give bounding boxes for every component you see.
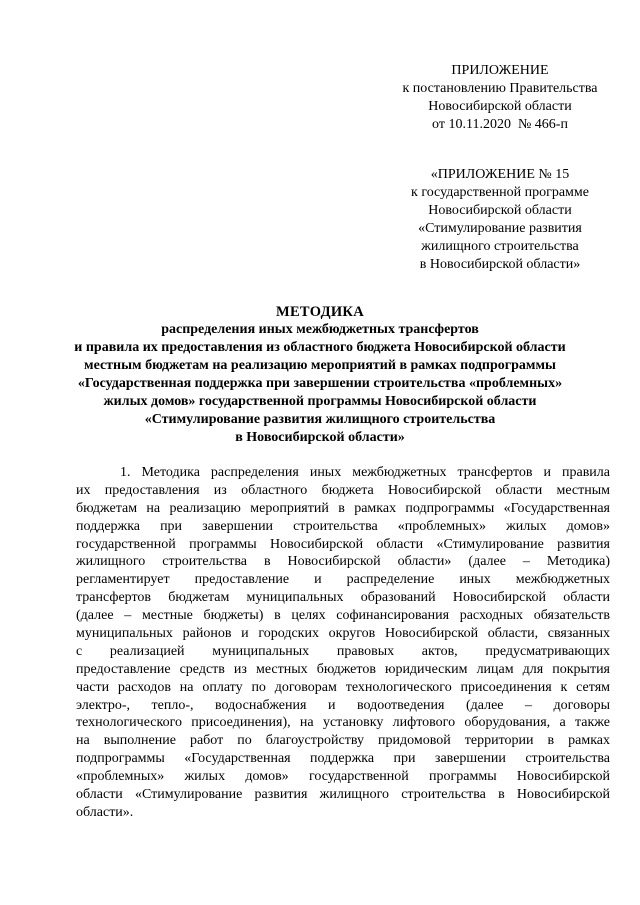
stamp-line: «ПРИЛОЖЕНИЕ № 15 — [430, 167, 570, 182]
title-line: и правила их предоставления из областного бюджета Новосибирской области — [74, 340, 566, 355]
stamp-line: Новосибирской области — [428, 99, 572, 114]
stamp-line: «Стимулирование развития — [418, 221, 582, 236]
paragraph-line: регламентирует предоставление и распределение иных межбюджетных — [76, 572, 610, 588]
title-line: «Стимулирование развития жилищного строительства — [144, 412, 496, 427]
paragraph-line: 1. Методика распределения иных межбюджетных трансфертов и правила — [120, 465, 610, 480]
paragraph-line: государственной программы Новосибирской области «Стимулирование развития — [76, 536, 610, 552]
stamp-line: от 10.11.2020 № 466-п — [432, 117, 568, 132]
paragraph-line: трансфертов бюджетам муниципальных образований Новосибирской области — [76, 590, 610, 606]
stamp-line: к постановлению Правительства — [402, 81, 598, 96]
paragraph-line: части расходов на оплату по договорам технологического присоединения к сетям — [76, 679, 610, 695]
paragraph-line: поддержка при завершении строительства «проблемных» жилых домов» — [76, 518, 610, 534]
paragraph-line: их предоставления из областного бюджета Новосибирской области местным — [76, 482, 610, 498]
paragraph-line: (далее – местные бюджеты) в целях софинансирования расходных обязательств — [76, 608, 610, 624]
stamp-line: в Новосибирской области» — [419, 257, 581, 272]
paragraph-line: «проблемных» жилых домов» государственной программы Новосибирской — [76, 769, 610, 785]
title-line: «Государственная поддержка при завершении строительства «проблемных» — [77, 376, 563, 391]
title-line: в Новосибирской области» — [235, 430, 405, 445]
title-line: распределения иных межбюджетных трансфертов — [161, 322, 479, 337]
paragraph-line: предоставление средств из местных бюджетов юридическим лицам для покрытия — [76, 661, 610, 677]
document-title — [60, 303, 580, 447]
paragraph-line: подпрограммы «Государственная поддержка при завершении строительства — [76, 751, 610, 767]
paragraph-line: на выполнение работ по благоустройству придомовой территории в рамках — [76, 733, 610, 749]
paragraph-line: муниципальных районов и городских округов Новосибирской области, связанных — [76, 626, 610, 642]
paragraph-line: жилищного строительства в Новосибирской области» (далее – Методика) — [76, 554, 610, 570]
paragraph-1 — [76, 464, 610, 822]
paragraph-line: с реализацией муниципальных правовых актов, предусматривающих — [76, 643, 610, 659]
appendix-stamp — [380, 166, 620, 274]
paragraph-line: бюджетам на реализацию мероприятий в рамках подпрограммы «Государственная — [76, 500, 610, 516]
approval-stamp — [380, 62, 620, 134]
stamp-line: ПРИЛОЖЕНИЕ — [451, 63, 549, 78]
stamp-line: жилищного строительства — [421, 239, 579, 254]
paragraph-line: электро-, тепло-, водоснабжения и водоотведения (далее – договоры — [76, 697, 610, 713]
title-heading: МЕТОДИКА — [275, 304, 365, 320]
stamp-line: к государственной программе — [411, 185, 589, 200]
title-line: жилых домов» государственной программы Новосибирской области — [103, 394, 537, 409]
stamp-line: Новосибирской области — [428, 203, 572, 218]
title-line: местным бюджетам на реализацию мероприятий в рамках подпрограммы — [84, 358, 556, 373]
paragraph-line: области «Стимулирование развития жилищного строительства в Новосибирской — [76, 787, 610, 803]
paragraph-line: технологического присоединения), на установку лифтового оборудования, а также — [76, 715, 610, 731]
paragraph-line: области». — [76, 804, 134, 820]
